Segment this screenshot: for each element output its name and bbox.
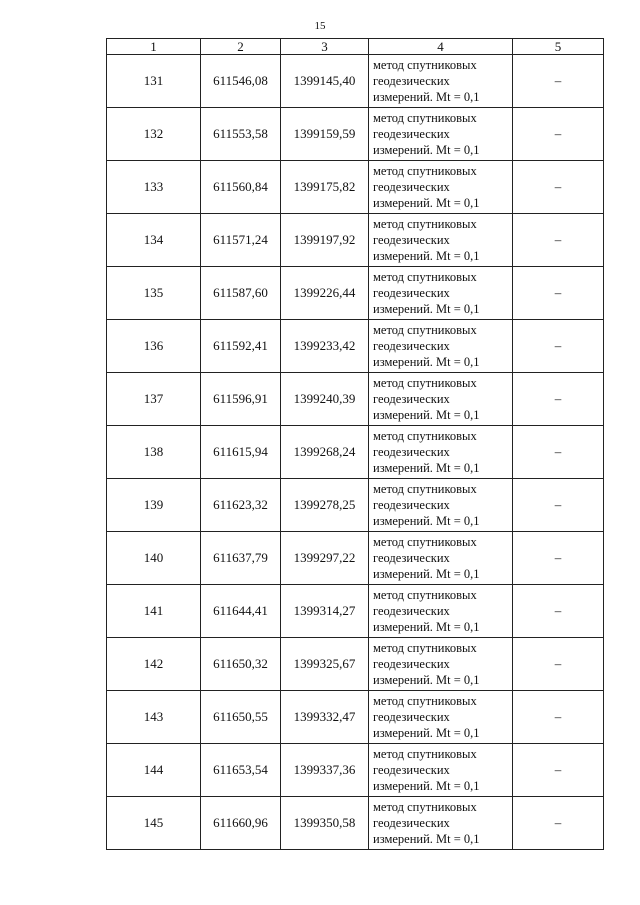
point-number-cell: 139: [107, 479, 201, 532]
table-row: [107, 479, 604, 532]
method-cell: метод спутниковых геодезических измерений. Mt = 0,1: [369, 638, 513, 691]
column-header-1: 1: [107, 39, 201, 55]
note-cell: –: [513, 426, 604, 479]
x-coordinate-cell: 611560,84: [201, 161, 281, 214]
method-cell: метод спутниковых геодезических измерений. Mt = 0,1: [369, 797, 513, 850]
point-number-cell: 140: [107, 532, 201, 585]
x-coordinate-cell: 611650,55: [201, 691, 281, 744]
note-cell: –: [513, 532, 604, 585]
point-number-cell: 134: [107, 214, 201, 267]
x-coordinate-cell: 611653,54: [201, 744, 281, 797]
table-row: [107, 373, 604, 426]
table-row: [107, 797, 604, 850]
point-number-cell: 143: [107, 691, 201, 744]
note-cell: –: [513, 585, 604, 638]
table-row: [107, 744, 604, 797]
note-cell: –: [513, 320, 604, 373]
page-number: 15: [314, 20, 326, 32]
point-number-cell: 136: [107, 320, 201, 373]
x-coordinate-cell: 611623,32: [201, 479, 281, 532]
method-cell: метод спутниковых геодезических измерений. Mt = 0,1: [369, 161, 513, 214]
y-coordinate-cell: 1399159,59: [281, 108, 369, 161]
point-number-cell: 137: [107, 373, 201, 426]
note-cell: –: [513, 744, 604, 797]
table-row: [107, 638, 604, 691]
x-coordinate-cell: 611644,41: [201, 585, 281, 638]
y-coordinate-cell: 1399314,27: [281, 585, 369, 638]
method-cell: метод спутниковых геодезических измерений. Mt = 0,1: [369, 55, 513, 108]
note-cell: –: [513, 691, 604, 744]
x-coordinate-cell: 611587,60: [201, 267, 281, 320]
note-cell: –: [513, 214, 604, 267]
x-coordinate-cell: 611615,94: [201, 426, 281, 479]
x-coordinate-cell: 611637,79: [201, 532, 281, 585]
method-cell: метод спутниковых геодезических измерений. Mt = 0,1: [369, 585, 513, 638]
point-number-cell: 141: [107, 585, 201, 638]
coordinates-table: [106, 38, 604, 850]
y-coordinate-cell: 1399325,67: [281, 638, 369, 691]
table-row: [107, 55, 604, 108]
x-coordinate-cell: 611571,24: [201, 214, 281, 267]
y-coordinate-cell: 1399197,92: [281, 214, 369, 267]
note-cell: –: [513, 797, 604, 850]
note-cell: –: [513, 479, 604, 532]
table-row: [107, 532, 604, 585]
method-cell: метод спутниковых геодезических измерений. Mt = 0,1: [369, 426, 513, 479]
method-cell: метод спутниковых геодезических измерений. Mt = 0,1: [369, 691, 513, 744]
column-header-3: 3: [281, 39, 369, 55]
column-header-2: 2: [201, 39, 281, 55]
point-number-cell: 133: [107, 161, 201, 214]
table-row: [107, 161, 604, 214]
method-cell: метод спутниковых геодезических измерений. Mt = 0,1: [369, 267, 513, 320]
method-cell: метод спутниковых геодезических измерений. Mt = 0,1: [369, 744, 513, 797]
note-cell: –: [513, 373, 604, 426]
table-row: [107, 214, 604, 267]
x-coordinate-cell: 611650,32: [201, 638, 281, 691]
table-row: [107, 108, 604, 161]
x-coordinate-cell: 611596,91: [201, 373, 281, 426]
table-row: [107, 585, 604, 638]
y-coordinate-cell: 1399240,39: [281, 373, 369, 426]
method-cell: метод спутниковых геодезических измерений. Mt = 0,1: [369, 479, 513, 532]
method-cell: метод спутниковых геодезических измерений. Mt = 0,1: [369, 108, 513, 161]
table-row: [107, 691, 604, 744]
y-coordinate-cell: 1399337,36: [281, 744, 369, 797]
point-number-cell: 144: [107, 744, 201, 797]
x-coordinate-cell: 611592,41: [201, 320, 281, 373]
y-coordinate-cell: 1399175,82: [281, 161, 369, 214]
note-cell: –: [513, 161, 604, 214]
x-coordinate-cell: 611553,58: [201, 108, 281, 161]
y-coordinate-cell: 1399332,47: [281, 691, 369, 744]
y-coordinate-cell: 1399268,24: [281, 426, 369, 479]
x-coordinate-cell: 611660,96: [201, 797, 281, 850]
y-coordinate-cell: 1399226,44: [281, 267, 369, 320]
point-number-cell: 142: [107, 638, 201, 691]
note-cell: –: [513, 638, 604, 691]
table-row: [107, 426, 604, 479]
note-cell: –: [513, 108, 604, 161]
table-row: [107, 320, 604, 373]
column-header-5: 5: [513, 39, 604, 55]
note-cell: –: [513, 55, 604, 108]
y-coordinate-cell: 1399350,58: [281, 797, 369, 850]
table-header-row: [107, 39, 604, 55]
method-cell: метод спутниковых геодезических измерений. Mt = 0,1: [369, 214, 513, 267]
y-coordinate-cell: 1399278,25: [281, 479, 369, 532]
column-header-4: 4: [369, 39, 513, 55]
point-number-cell: 135: [107, 267, 201, 320]
method-cell: метод спутниковых геодезических измерений. Mt = 0,1: [369, 373, 513, 426]
method-cell: метод спутниковых геодезических измерений. Mt = 0,1: [369, 320, 513, 373]
note-cell: –: [513, 267, 604, 320]
y-coordinate-cell: 1399233,42: [281, 320, 369, 373]
table-row: [107, 267, 604, 320]
point-number-cell: 131: [107, 55, 201, 108]
point-number-cell: 138: [107, 426, 201, 479]
y-coordinate-cell: 1399145,40: [281, 55, 369, 108]
table-body: [107, 55, 604, 850]
x-coordinate-cell: 611546,08: [201, 55, 281, 108]
point-number-cell: 145: [107, 797, 201, 850]
method-cell: метод спутниковых геодезических измерений. Mt = 0,1: [369, 532, 513, 585]
point-number-cell: 132: [107, 108, 201, 161]
y-coordinate-cell: 1399297,22: [281, 532, 369, 585]
